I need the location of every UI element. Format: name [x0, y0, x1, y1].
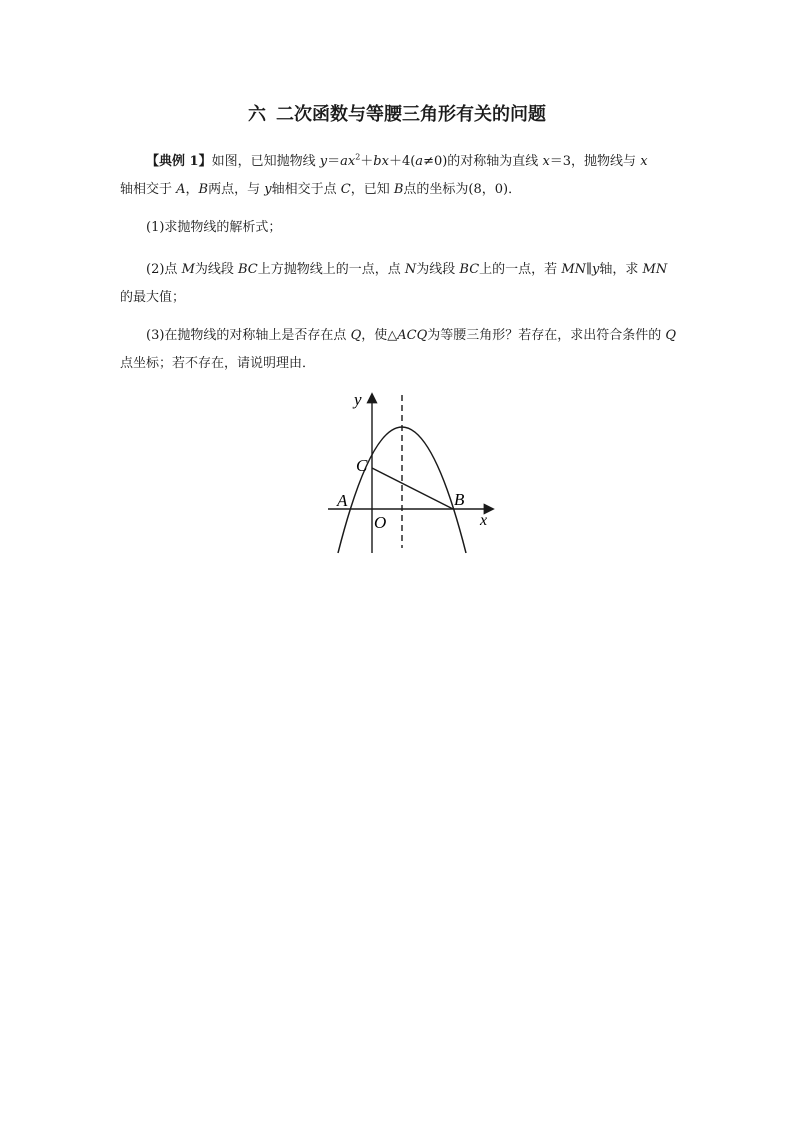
- var-MN: MN: [561, 262, 586, 277]
- var-MN: MN: [642, 262, 668, 277]
- var-x: x: [640, 154, 648, 169]
- text-segment: ＝3，抛物线与: [549, 154, 641, 169]
- text-segment: 轴相交于点: [271, 182, 341, 197]
- text-segment: (3)在抛物线的对称轴上是否存在点: [146, 328, 351, 343]
- text-segment: ＋: [360, 154, 374, 169]
- var-bx: bx: [373, 154, 389, 169]
- text-segment: ∥: [586, 262, 593, 277]
- text-segment: 点的坐标为(8，0)．: [403, 182, 522, 197]
- var-B: B: [393, 182, 404, 197]
- label-b: B: [454, 490, 465, 509]
- label-o: O: [374, 513, 387, 532]
- var-Q: Q: [350, 328, 362, 343]
- text-segment: ＋4(: [388, 154, 416, 169]
- text-segment: 上的一点，若: [479, 262, 562, 277]
- text-segment: 为线段: [194, 262, 239, 277]
- text-segment: ，已知: [350, 182, 394, 197]
- exponent: 2: [355, 152, 361, 162]
- var-C: C: [340, 182, 351, 197]
- page-title: [0, 100, 794, 126]
- text-segment: ＝: [327, 154, 341, 169]
- text-segment: 的最大值；: [120, 290, 186, 305]
- var-y: y: [592, 262, 600, 277]
- text-segment: (2)点: [146, 262, 182, 277]
- var-M: M: [181, 262, 195, 277]
- label-c: C: [356, 456, 368, 475]
- var-y: y: [319, 154, 328, 169]
- text-segment: 两点，与: [208, 182, 265, 197]
- question-1: [120, 214, 680, 242]
- parabola-figure: [320, 385, 500, 560]
- text-segment: 如图，已知抛物线: [211, 154, 320, 169]
- var-B: B: [198, 182, 209, 197]
- var-x: x: [542, 154, 550, 169]
- text-segment: ≠0)的对称轴为直线: [423, 154, 543, 169]
- var-y: y: [264, 182, 272, 197]
- label-x: x: [480, 512, 488, 529]
- text-segment: 上方抛物线上的一点，点: [257, 262, 405, 277]
- text-segment: 为线段: [416, 262, 460, 277]
- var-BC: BC: [459, 262, 480, 277]
- title-text: 二次函数与等腰三角形有关的问题: [276, 104, 546, 125]
- label-a: A: [337, 491, 348, 510]
- var-N: N: [404, 262, 417, 277]
- var-a: a: [415, 154, 424, 169]
- question-1-text: (1)求抛物线的解析式；: [146, 220, 282, 235]
- example-statement: [120, 148, 680, 204]
- text-segment: 为等腰三角形？若存在，求出符合条件的: [427, 328, 666, 343]
- text-segment: 轴相交于: [120, 182, 177, 197]
- var-BC: BC: [238, 262, 258, 277]
- var-ACQ: ACQ: [397, 328, 428, 343]
- question-3: [120, 322, 680, 378]
- question-2: [120, 256, 680, 312]
- var-ax: ax: [340, 154, 356, 169]
- text-segment: 点坐标；若不存在，请说明理由．: [120, 356, 316, 371]
- var-Q: Q: [665, 328, 677, 343]
- var-A: A: [176, 182, 186, 197]
- text-segment: 轴，求: [599, 262, 643, 277]
- label-y: y: [354, 390, 362, 409]
- title-number: 六: [248, 104, 266, 125]
- example-tag: 【典例 1】: [146, 154, 212, 169]
- text-segment: ，: [185, 182, 199, 197]
- text-segment: ，使△: [361, 328, 398, 343]
